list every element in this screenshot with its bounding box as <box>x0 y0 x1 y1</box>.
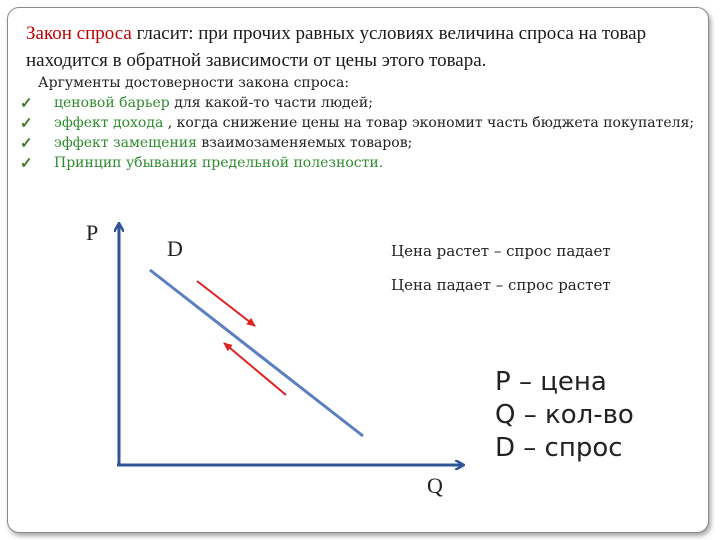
check-icon: ✓ <box>20 94 33 112</box>
law-term: Закон спроса <box>26 23 132 44</box>
argument-highlight: эффект замещения <box>54 135 197 151</box>
argument-text: для какой-то части людей; <box>169 95 373 111</box>
check-icon: ✓ <box>20 154 33 172</box>
argument-highlight: Принцип убывания предельной полезности. <box>54 155 384 171</box>
check-icon: ✓ <box>20 114 33 132</box>
legend-demand: D – спрос <box>495 433 623 463</box>
demand-curve-label: D <box>167 236 183 261</box>
law-definition: гласит: при прочих равных условиях величина спроса на товар находится в обратной зависимости от цены этого товара. <box>26 23 647 71</box>
x-axis-label: Q <box>427 473 443 498</box>
argument-highlight: ценовой барьер <box>54 95 170 111</box>
notation-legend <box>495 366 634 465</box>
arguments-intro: Аргументы достоверности закона спроса: <box>38 75 350 91</box>
y-axis-label: P <box>86 220 99 245</box>
check-icon: ✓ <box>20 134 33 152</box>
argument-text: , когда снижение цены на товар экономит часть бюджета покупателя; <box>163 115 695 131</box>
price-fall-note: Цена падает – спрос растет <box>391 276 611 294</box>
legend-price: P – цена <box>495 367 607 397</box>
argument-text: взаимозаменяемых товаров; <box>196 135 413 151</box>
price-rise-note: Цена растет – спрос падает <box>391 242 611 260</box>
legend-quantity: Q – кол-во <box>495 400 634 430</box>
argument-highlight: эффект дохода <box>54 115 164 131</box>
price-rise-arrow <box>197 281 255 326</box>
demand-curve <box>150 270 363 436</box>
